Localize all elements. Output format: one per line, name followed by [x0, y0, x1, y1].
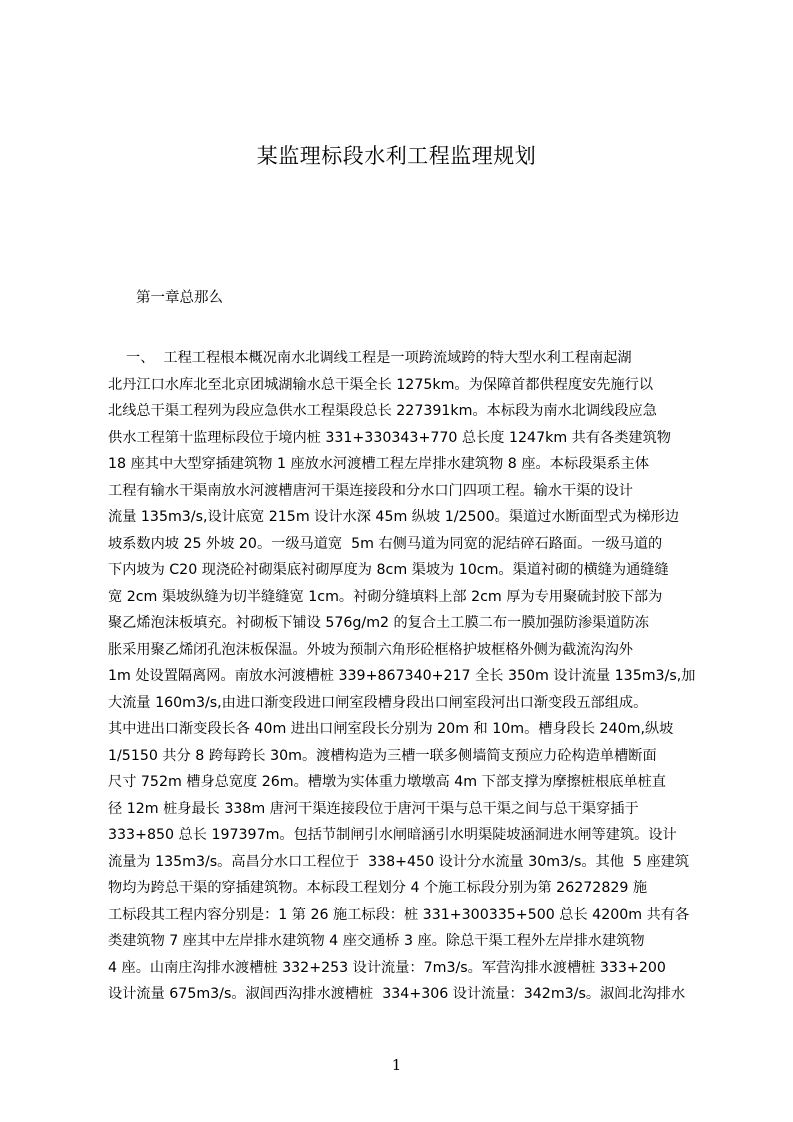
body-line: 其中进出口渐变段长各 40m 进出口闸室段长分别为 20m 和 10m。槽身段长 240m,纵坡 [108, 721, 674, 737]
body-line: 聚乙烯泡沫板填充。衬砌板下铺设 576g/m2 的复合土工膜二布一膜加强防渗渠道防冻 [108, 615, 649, 631]
body-line: 胀采用聚乙烯闭孔泡沫板保温。外坡为预制六角形砼框格护坡框格外侧为截流沟沟外 [108, 641, 633, 658]
body-line: 坡系数内坡 25 外坡 20。一级马道宽 5m 右侧马道为同宽的泥结碎石路面。一级马道的 [108, 535, 663, 552]
body-line: 4 座。山南庄沟排水渡槽桩 332+253 设计流量：7m3/s。军营沟排水渡槽桩 333+200 [108, 959, 666, 976]
body-line: 工程有输水干渠南放水河渡槽唐河干渠连接段和分水口门四项工程。输水干渠的设计 [108, 482, 633, 499]
body-line: 1/5150 共分 8 跨每跨长 30m。渡槽构造为三槽一联多侧墙简支预应力砼构造单槽断面 [108, 747, 657, 764]
body-line: 宽 2cm 渠坡纵缝为切半缝缝宽 1cm。衬砌分缝填料上部 2cm 厚为专用聚硫封胶下部为 [108, 588, 663, 605]
body-paragraph [108, 345, 708, 1025]
body-line: 尺寸 752m 槽身总宽度 26m。槽墩为实体重力墩墩高 4m 下部支撑为摩擦桩根底单桩直 [108, 774, 666, 790]
body-line: 1m 处设置隔离网。南放水河渡槽桩 339+867340+217 全长 350m 设计流量 135m3/s,加 [108, 668, 696, 684]
document-title: 某监理标段水利工程监理规划 [256, 144, 537, 168]
body-line: 大流量 160m3/s,由进口渐变段进口闸室段槽身段出口闸室段河出口渐变段五部组成。 [108, 694, 648, 711]
body-line: 18 座其中大型穿插建筑物 1 座放水河渡槽工程左岸排水建筑物 8 座。本标段渠系主体 [108, 456, 650, 472]
body-line: 流量为 135m3/s。高昌分水口工程位于 338+450 设计分水流量 30m3/s。其他 5 座建筑 [108, 853, 690, 870]
body-line: 物均为跨总干渠的穿插建筑物。本标段工程划分 4 个施工标段分别为第 26272829 施 [108, 880, 648, 896]
body-line: 工标段其工程内容分别是：1 第 26 施工标段：桩 331+300335+500 总长 4200m 共有各 [108, 906, 690, 923]
body-line: 流量 135m3/s,设计底宽 215m 设计水深 45m 纵坡 1/2500。渠道过水断面型式为梯形边 [108, 509, 680, 525]
body-line: 供水工程第十监理标段位于境内桩 331+330343+770 总长度 1247km 共有各类建筑物 [108, 429, 671, 446]
page-number: 1 [391, 1056, 402, 1074]
body-line: 北丹江口水库北至北京团城湖输水总干渠全长 1275km。为保障首都供程度安先施行以 [108, 376, 654, 393]
chapter-heading: 第一章总那么 [136, 290, 223, 306]
body-line: 类建筑物 7 座其中左岸排水建筑物 4 座交通桥 3 座。除总干渠工程外左岸排水建筑物 [108, 933, 645, 949]
body-line: 下内坡为 C20 现浇砼衬砌渠底衬砌厚度为 8cm 渠坡为 10cm。渠道衬砌的横缝为通缝缝 [108, 562, 669, 578]
body-line: 北线总干渠工程列为段应急供水工程渠段总长 227391km。本标段为南水北调线段应急 [108, 403, 657, 419]
body-line: 径 12m 桩身最长 338m 唐河干渠连接段位于唐河干渠与总干渠之间与总干渠穿插于 [108, 800, 639, 817]
body-line: 设计流量 675m3/s。淑闾西沟排水渡槽桩 334+306 设计流量：342m3/s。淑闾北沟排水 [108, 986, 686, 1002]
body-line: 333+850 总长 197397m。包括节制闸引水闸暗涵引水明渠陡坡涵洞进水闸等建筑。设计 [108, 827, 677, 843]
body-line: 一、 工程工程根本概况南水北调线工程是一项跨流域跨的特大型水利工程南起湖 [108, 350, 632, 366]
